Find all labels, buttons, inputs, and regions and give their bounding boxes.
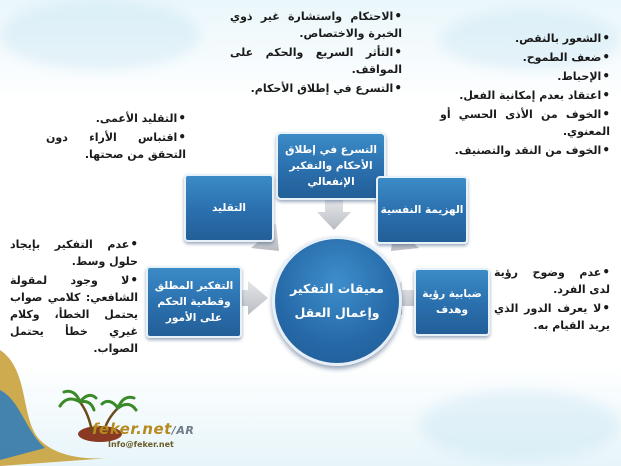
list-item: • اقتباس الأراء دون التحقق من صحتها. [46,129,186,163]
logo-brand-suffix: /AR [171,424,195,437]
list-item: • عدم وضوح رؤية لدى الفرد. [494,264,610,298]
logo-palm-trunk [80,402,92,432]
list-item: • لا وجود لمقولة الشافعي: كلامي صواب يحتمل الخطأ، وكلام غيري خطأ يحتمل الصواب. [10,272,138,357]
list-item: • التسرع في إطلاق الأحكام. [230,80,402,97]
list-item: • ضعف الطموح. [440,49,610,66]
arrow-down-top [317,200,351,230]
list-item: • الخوف من النقد والتصنيف. [440,142,610,159]
logo-brand [92,420,194,438]
node-absolute-thinking [146,266,242,338]
list-item: • التأثر السريع والحكم على المواقف. [230,44,402,78]
node-unclear-vision-label: ضبابية رؤية وهدف [422,288,482,316]
text-top-center [230,8,402,99]
list-item: • التقليد الأعمى. [46,110,186,127]
text-top-left [46,110,186,165]
node-imitation-label: التقليد [211,202,247,214]
list-item: • الإحباط. [440,68,610,85]
node-haste-judgment-label: التسرع في إطلاق الأحكام والتفكير الإنفعالي [285,144,377,188]
node-psychological-defeat [376,176,468,244]
center-node-label: معيقات التفكير وإعمال العقل [290,281,384,320]
list-item: • اعتقاد بعدم إمكانية الفعل. [440,87,610,104]
node-imitation [184,174,274,242]
center-node-thinking-obstacles [272,236,402,366]
text-mid-right [494,264,610,336]
node-unclear-vision [414,268,490,336]
list-item: • الاحتكام واستشارة غير ذوي الخبرة والاختصاص. [230,8,402,42]
logo-brand-name: feker.net [92,420,172,438]
node-psychological-defeat-label: الهزيمة النفسية [380,204,464,216]
logo-email: Info@feker.net [108,440,174,449]
list-item: • الشعور بالنقص. [440,30,610,47]
list-item: • عدم التفكير بإيجاد حلول وسط. [10,236,138,270]
logo-palm-leaves [60,391,96,410]
list-item: • لا يعرف الدور الذي يريد القيام به. [494,300,610,334]
text-top-right [440,30,610,161]
logo-palm-leaves [102,397,136,410]
node-absolute-thinking-label: التفكير المطلق وقطعية الحكم على الأمور [154,280,234,324]
list-item: • الخوف من الأذى الحسي أو المعنوي. [440,106,610,140]
node-haste-judgment [276,132,386,200]
